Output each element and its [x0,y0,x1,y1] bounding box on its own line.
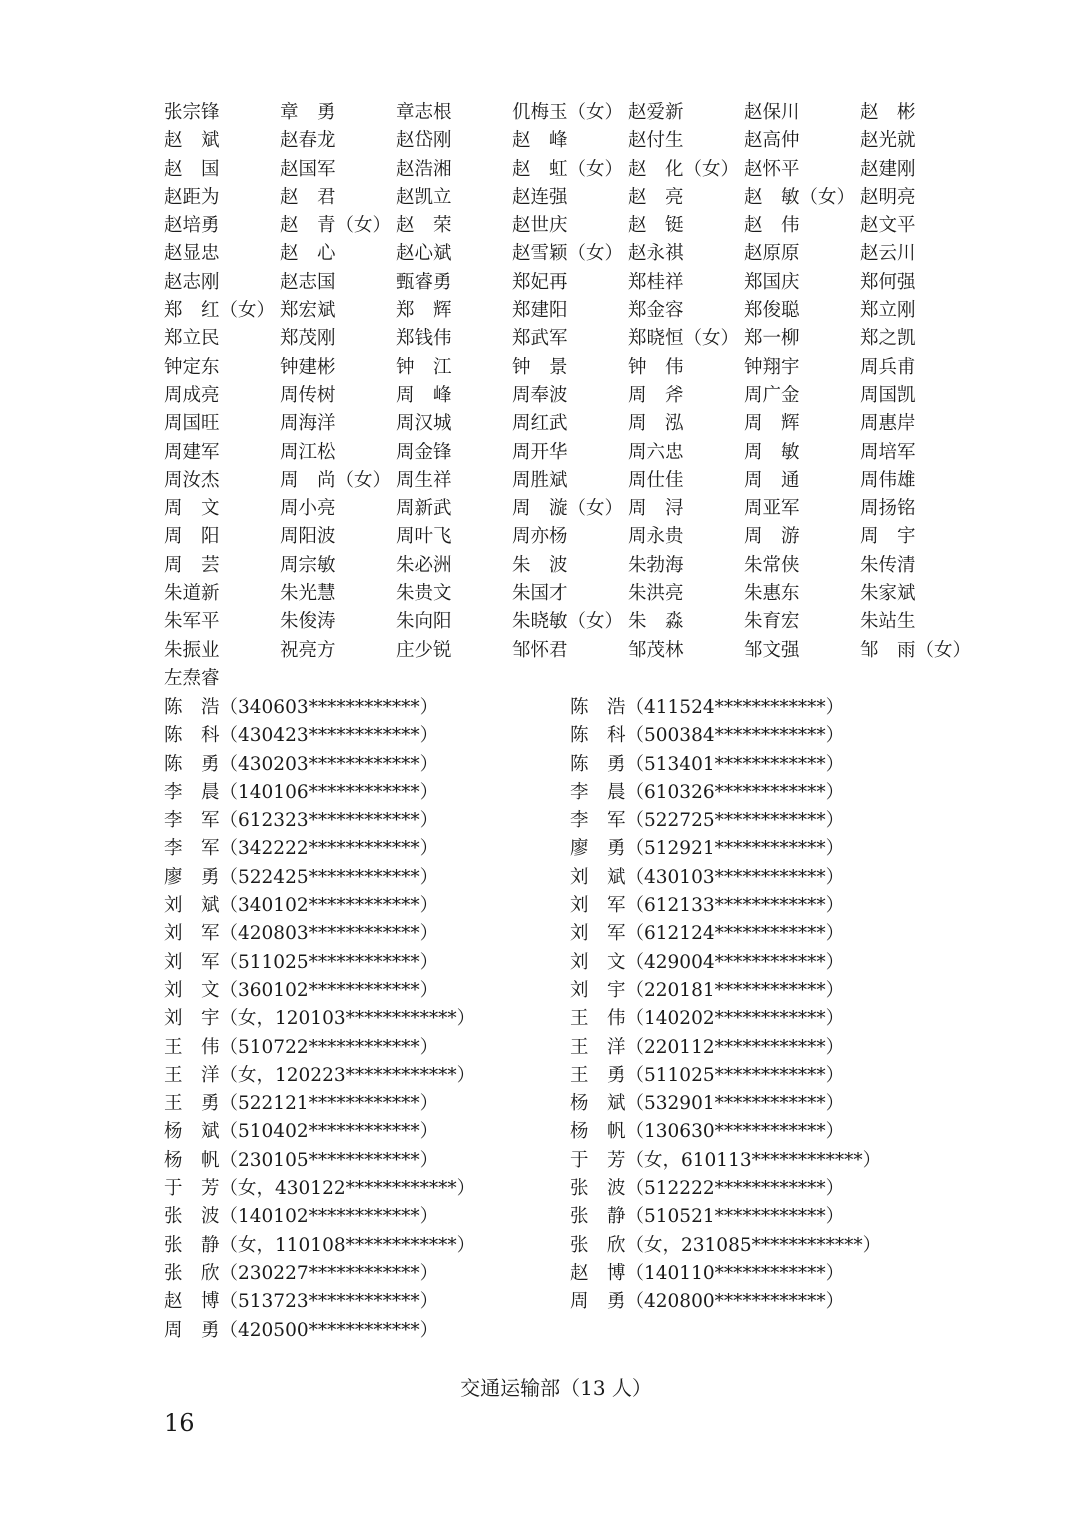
id-row [164,892,984,920]
person-name: 周奉波 [512,384,568,406]
person-name: 赵 荣 [396,215,452,237]
person-with-id: 王 伟（140202************） [570,1008,845,1030]
person-with-id: 王 洋（女，120223************） [164,1064,476,1086]
person-with-id: 李 军（342222************） [164,838,439,860]
person-name: 赵浩湘 [396,158,452,180]
person-with-id: 王 洋（220112************） [570,1036,845,1058]
person-name: 周胜斌 [512,469,568,491]
person-name: 赵志国 [280,271,336,293]
person-with-id: 杨 帆（230105************） [164,1149,439,1171]
person-name: 赵连强 [512,186,568,208]
person-with-id: 刘 宇（220181************） [570,979,845,1001]
person-name: 周 尚（女） [280,469,392,491]
person-name: 周永贵 [628,526,684,548]
person-name: 周生祥 [396,469,452,491]
id-row [164,1260,984,1288]
person-with-id: 刘 斌（430103************） [570,866,845,888]
person-name: 郑金容 [628,300,684,322]
person-name: 朱晓敏（女） [512,611,624,633]
person-name: 周海洋 [280,413,336,435]
name-row [164,269,984,297]
person-with-id: 杨 斌（510402************） [164,1121,439,1143]
person-name: 张宗锋 [164,102,220,123]
person-name: 赵爱新 [628,102,684,123]
person-with-id: 杨 帆（130630************） [570,1121,845,1143]
person-with-id: 张 静（女，110108************） [164,1234,476,1256]
person-with-id: 王 伟（510722************） [164,1036,439,1058]
person-name: 赵培勇 [164,215,220,237]
person-name: 赵 化（女） [628,158,740,180]
person-name: 周兵甫 [860,356,916,378]
person-name: 赵保川 [744,102,800,123]
person-name: 赵永祺 [628,243,684,265]
person-name: 周 敏 [744,441,800,463]
person-name: 赵 伟 [744,215,800,237]
person-name: 朱惠东 [744,583,800,605]
id-row [164,751,984,779]
page-number: 16 [164,1409,195,1437]
person-name: 郑一柳 [744,328,800,350]
person-with-id: 廖 勇（512921************） [570,838,845,860]
person-name: 周国旺 [164,413,220,435]
person-name: 周 游 [744,526,800,548]
person-name: 周仕佳 [628,469,684,491]
person-name: 朱洪亮 [628,583,684,605]
person-name: 周建军 [164,441,220,463]
person-name: 赵凯立 [396,186,452,208]
person-with-id: 杨 斌（532901************） [570,1093,845,1115]
person-name: 周广金 [744,384,800,406]
person-name: 章志根 [396,102,452,123]
id-row [164,1062,984,1090]
id-row [164,949,984,977]
name-id-list [164,694,984,1345]
id-row [164,977,984,1005]
person-name: 钟定东 [164,356,220,378]
person-with-id: 刘 文（360102************） [164,979,439,1001]
person-name: 赵心斌 [396,243,452,265]
person-name: 赵光就 [860,130,916,152]
person-name: 仉梅玉（女） [512,102,624,123]
person-name: 赵雪颖（女） [512,243,624,265]
person-name: 朱勃海 [628,554,684,576]
person-name: 周成亮 [164,384,220,406]
person-with-id: 张 波（512222************） [570,1178,845,1200]
person-name: 邹 雨（女） [860,639,972,661]
person-name: 朱向阳 [396,611,452,633]
person-name: 钟 江 [396,356,452,378]
person-name: 郑立民 [164,328,220,350]
person-name: 郑宏斌 [280,300,336,322]
id-row [164,1034,984,1062]
id-row [164,1232,984,1260]
name-row [164,297,984,325]
person-with-id: 张 欣（230227************） [164,1262,439,1284]
id-row [164,722,984,750]
person-name: 朱军平 [164,611,220,633]
person-with-id: 于 芳（女，430122************） [164,1178,476,1200]
person-name: 赵文平 [860,215,916,237]
name-row [164,608,984,636]
person-name: 赵 心 [280,243,336,265]
person-name: 朱育宏 [744,611,800,633]
person-name: 周 漩（女） [512,498,624,520]
person-with-id: 陈 勇（513401************） [570,753,845,775]
person-with-id: 刘 军（420803************） [164,923,439,945]
name-row [164,325,984,353]
person-name: 赵岱刚 [396,130,452,152]
person-name: 郑何强 [860,271,916,293]
id-row [164,920,984,948]
id-row [164,1147,984,1175]
id-row [164,1118,984,1146]
person-name: 朱传清 [860,554,916,576]
person-name: 赵怀平 [744,158,800,180]
name-list [164,99,984,693]
person-name: 赵 亮 [628,186,684,208]
name-row [164,99,984,127]
person-name: 赵 彬 [860,102,916,123]
person-name: 赵 青（女） [280,215,392,237]
person-name: 周小亮 [280,498,336,520]
person-name: 赵 敏（女） [744,186,856,208]
name-row [164,184,984,212]
id-row [164,779,984,807]
name-row [164,410,984,438]
person-name: 周金锋 [396,441,452,463]
person-name: 周 阳 [164,526,220,548]
id-row [164,1090,984,1118]
id-row [164,1005,984,1033]
person-name: 朱必洲 [396,554,452,576]
person-name: 赵国军 [280,158,336,180]
id-row [164,1288,984,1316]
person-name: 周汝杰 [164,469,220,491]
person-name: 周六忠 [628,441,684,463]
person-name: 朱常侠 [744,554,800,576]
name-row [164,382,984,410]
person-name: 赵付生 [628,130,684,152]
person-name: 郑 红（女） [164,300,276,322]
person-with-id: 于 芳（女，610113************） [570,1149,882,1171]
person-with-id: 周 勇（420500************） [164,1319,439,1341]
id-row [164,1175,984,1203]
person-with-id: 周 勇（420800************） [570,1291,845,1313]
person-name: 郑之凯 [860,328,916,350]
person-name: 赵 斌 [164,130,220,152]
person-with-id: 李 军（612323************） [164,810,439,832]
person-name: 庄少锐 [396,639,452,661]
person-name: 赵明亮 [860,186,916,208]
name-row [164,439,984,467]
person-name: 周汉城 [396,413,452,435]
person-name: 朱贵文 [396,583,452,605]
person-name: 周开华 [512,441,568,463]
name-row [164,156,984,184]
person-name: 郑武军 [512,328,568,350]
section-title: 交通运输部（13 人） [460,1376,652,1400]
person-name: 朱 波 [512,554,568,576]
person-name: 周 宇 [860,526,916,548]
person-name: 朱俊涛 [280,611,336,633]
person-with-id: 赵 博（140110************） [570,1262,845,1284]
name-row [164,212,984,240]
name-row [164,523,984,551]
person-name: 朱振业 [164,639,220,661]
person-name: 郑晓恒（女） [628,328,740,350]
person-name: 赵志刚 [164,271,220,293]
name-row [164,127,984,155]
person-name: 周培军 [860,441,916,463]
person-name: 周传树 [280,384,336,406]
person-name: 周江松 [280,441,336,463]
person-with-id: 陈 科（430423************） [164,725,439,747]
name-row [164,354,984,382]
person-name: 郑 辉 [396,300,452,322]
person-name: 周 辉 [744,413,800,435]
name-row [164,637,984,665]
person-name: 郑俊聪 [744,300,800,322]
person-name: 郑国庆 [744,271,800,293]
person-with-id: 赵 博（513723************） [164,1291,439,1313]
person-name: 周 泓 [628,413,684,435]
name-row [164,495,984,523]
id-row [164,694,984,722]
person-name: 郑妃再 [512,271,568,293]
person-name: 赵 君 [280,186,336,208]
person-name: 周阳波 [280,526,336,548]
person-name: 赵 峰 [512,130,568,152]
id-row [164,1203,984,1231]
name-row [164,240,984,268]
person-name: 朱家斌 [860,583,916,605]
person-with-id: 刘 军（612133************） [570,895,845,917]
person-with-id: 张 静（510521************） [570,1206,845,1228]
person-name: 周 通 [744,469,800,491]
person-name: 赵云川 [860,243,916,265]
person-name: 赵世庆 [512,215,568,237]
person-name: 周新武 [396,498,452,520]
person-name: 邹茂林 [628,639,684,661]
person-name: 赵高仲 [744,130,800,152]
person-with-id: 王 勇（522121************） [164,1093,439,1115]
person-name: 钟翔宇 [744,356,800,378]
person-with-id: 王 勇（511025************） [570,1064,845,1086]
id-row [164,835,984,863]
person-with-id: 刘 宇（女，120103************） [164,1008,476,1030]
person-with-id: 刘 斌（340102************） [164,895,439,917]
person-name: 郑立刚 [860,300,916,322]
id-row [164,864,984,892]
person-name: 钟建彬 [280,356,336,378]
person-name: 周叶飞 [396,526,452,548]
person-name: 周 浔 [628,498,684,520]
person-name: 邹文强 [744,639,800,661]
name-row [164,580,984,608]
person-name: 赵距为 [164,186,220,208]
person-name: 钟 伟 [628,356,684,378]
person-with-id: 廖 勇（522425************） [164,866,439,888]
person-name: 钟 景 [512,356,568,378]
person-name: 朱 淼 [628,611,684,633]
person-name: 郑桂祥 [628,271,684,293]
person-name: 周伟雄 [860,469,916,491]
person-name: 赵建刚 [860,158,916,180]
person-with-id: 陈 浩（340603************） [164,697,439,718]
person-with-id: 李 晨（140106************） [164,781,439,803]
person-name: 赵春龙 [280,130,336,152]
person-name: 甄睿勇 [396,271,452,293]
person-name: 赵 国 [164,158,220,180]
person-name: 周 斧 [628,384,684,406]
person-name: 朱道新 [164,583,220,605]
person-name: 郑茂刚 [280,328,336,350]
person-name: 郑建阳 [512,300,568,322]
person-name: 朱光慧 [280,583,336,605]
person-name: 周扬铭 [860,498,916,520]
person-name: 朱站生 [860,611,916,633]
person-name: 赵 铤 [628,215,684,237]
name-row [164,467,984,495]
person-name: 赵显忠 [164,243,220,265]
person-name: 朱国才 [512,583,568,605]
person-name: 邹怀君 [512,639,568,661]
person-name: 周亚军 [744,498,800,520]
person-with-id: 刘 军（511025************） [164,951,439,973]
person-name: 赵 虹（女） [512,158,624,180]
id-row [164,807,984,835]
person-with-id: 张 波（140102************） [164,1206,439,1228]
person-name: 赵原原 [744,243,800,265]
person-with-id: 张 欣（女，231085************） [570,1234,882,1256]
person-name: 周红武 [512,413,568,435]
person-name: 祝亮方 [280,639,336,661]
person-with-id: 陈 科（500384************） [570,725,845,747]
person-name: 周宗敏 [280,554,336,576]
name-row [164,665,984,693]
person-name: 章 勇 [280,102,336,123]
person-name: 周亦杨 [512,526,568,548]
person-with-id: 刘 文（429004************） [570,951,845,973]
person-name: 左焘睿 [164,667,220,689]
person-with-id: 李 军（522725************） [570,810,845,832]
person-with-id: 陈 浩（411524************） [570,697,845,718]
person-name: 周国凯 [860,384,916,406]
person-name: 周惠岸 [860,413,916,435]
person-with-id: 李 晨（610326************） [570,781,845,803]
person-name: 郑钱伟 [396,328,452,350]
person-name: 周 芸 [164,554,220,576]
name-row [164,552,984,580]
person-with-id: 刘 军（612124************） [570,923,845,945]
id-row [164,1317,984,1345]
person-name: 周 文 [164,498,220,520]
person-with-id: 陈 勇（430203************） [164,753,439,775]
person-name: 周 峰 [396,384,452,406]
